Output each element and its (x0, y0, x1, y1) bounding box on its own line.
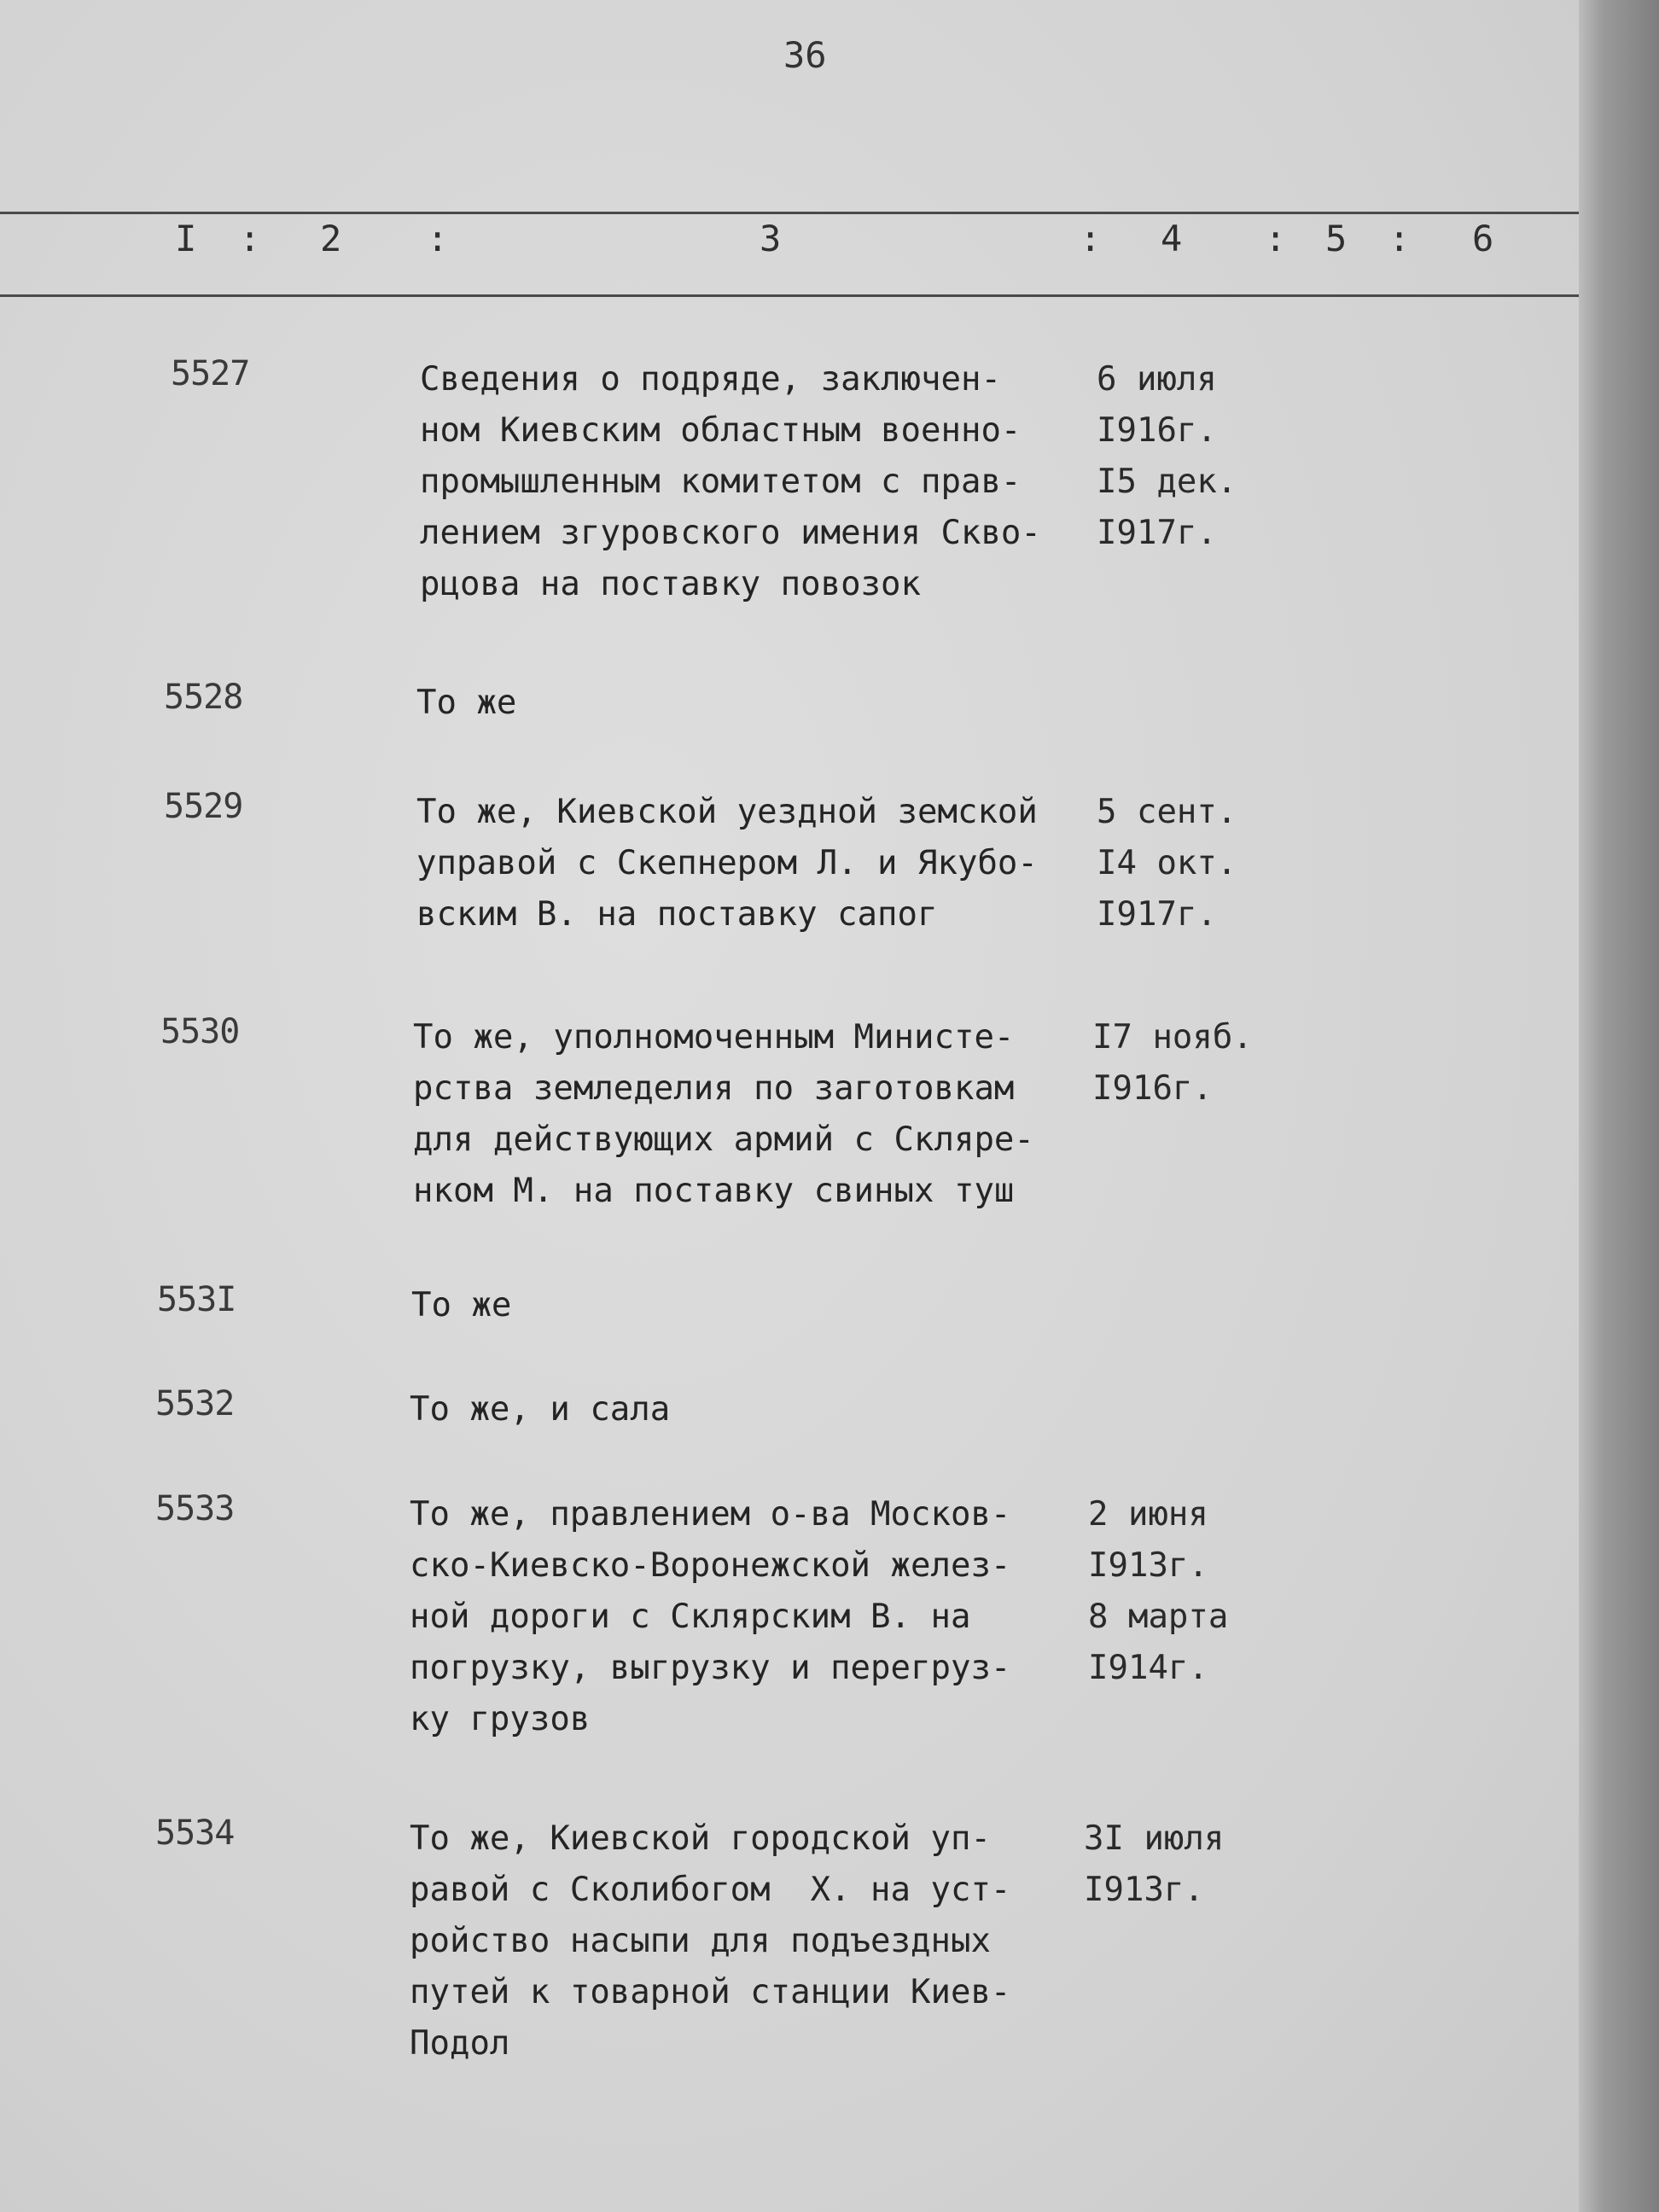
date-line: 6 июля (1097, 360, 1217, 399)
description-line: То же, Киевской уездной земской (416, 793, 1038, 831)
description-line: То же, Киевской городской уп- (410, 1819, 991, 1858)
date-line: I913г. (1088, 1546, 1208, 1585)
description-line: управой с Скепнером Л. и Якубо- (416, 844, 1038, 882)
description-line: Подол (410, 2024, 510, 2063)
description-line: равой с Сколибогом Х. на уст- (410, 1871, 1011, 1909)
entry-description (410, 1489, 1010, 1745)
description-line: ско-Киевско-Воронежской желез- (410, 1546, 1011, 1585)
column-header-5: 5 (1325, 218, 1348, 259)
column-separator: : (1080, 218, 1102, 259)
date-line: I916г. (1097, 411, 1217, 450)
date-line: I917г. (1097, 514, 1217, 552)
description-line: То же, правлением о-ва Москов- (410, 1495, 1011, 1534)
description-line: погрузку, выгрузку и перегруз- (410, 1649, 1011, 1687)
description-line: ку грузов (410, 1700, 591, 1738)
column-header-2: 2 (320, 218, 342, 259)
column-separator: : (1388, 218, 1411, 259)
date-line: I914г. (1088, 1649, 1208, 1687)
date-line: I4 окт. (1097, 844, 1237, 882)
description-line: путей к товарной станции Киев- (410, 1973, 1011, 2011)
entry-description (413, 1012, 1034, 1217)
entry-dates (1084, 1813, 1224, 1916)
description-line: вским В. на поставку сапог (416, 895, 938, 934)
description-line: То же, и сала (410, 1390, 671, 1429)
date-line: 5 сент. (1097, 793, 1237, 831)
date-line: I913г. (1084, 1871, 1204, 1909)
entry-dates (1092, 1012, 1253, 1115)
page-edge-shadow (1579, 0, 1659, 2212)
date-line: 8 марта (1088, 1598, 1229, 1636)
page-number: 36 (783, 34, 827, 76)
description-line: для действующих армий с Скляре- (413, 1121, 1034, 1159)
entry-number: 5533 (155, 1489, 235, 1528)
date-line: 3I июля (1084, 1819, 1225, 1858)
entry-number: 5528 (164, 678, 243, 717)
description-line: промышленным комитетом с прав- (420, 463, 1022, 501)
column-separator: : (427, 218, 449, 259)
entry-number: 5529 (164, 787, 243, 826)
description-line: То же (416, 684, 517, 722)
column-header-6: 6 (1472, 218, 1494, 259)
entry-description (416, 787, 1038, 940)
description-line: ной дороги с Склярским В. на (410, 1598, 971, 1636)
date-line: I917г. (1097, 895, 1217, 934)
description-line: То же (411, 1286, 512, 1324)
date-line: I916г. (1092, 1069, 1213, 1108)
entry-dates (1088, 1489, 1228, 1694)
entry-dates (1097, 354, 1237, 559)
entry-number: 553I (157, 1280, 236, 1319)
description-line: рства земледелия по заготовкам (413, 1069, 1015, 1108)
column-header-1: I (175, 218, 197, 259)
description-line: Сведения о подряде, заключен- (420, 360, 1001, 399)
entry-number: 5532 (155, 1384, 235, 1423)
column-separator: : (239, 218, 261, 259)
entry-description (420, 354, 1041, 610)
entry-number: 5527 (171, 354, 250, 393)
entry-description (410, 1813, 1010, 2069)
entry-number: 5530 (160, 1012, 240, 1051)
entry-description (410, 1384, 670, 1435)
date-line: 2 июня (1088, 1495, 1208, 1534)
date-line: I5 дек. (1097, 463, 1237, 501)
description-line: лением згуровского имения Скво- (420, 514, 1041, 552)
header-top-rule (0, 212, 1579, 214)
description-line: То же, уполномоченным Министе- (413, 1018, 1015, 1057)
description-line: нком М. на поставку свиных туш (413, 1172, 1015, 1210)
description-line: ройство насыпи для подъездных (410, 1922, 991, 1960)
entry-number: 5534 (155, 1813, 235, 1853)
column-header-4: 4 (1161, 218, 1183, 259)
entry-description (416, 678, 516, 729)
header-bottom-rule (0, 294, 1579, 297)
date-line: I7 нояб. (1092, 1018, 1253, 1057)
column-header-3: 3 (760, 218, 782, 259)
entry-dates (1097, 787, 1237, 940)
entry-description (411, 1280, 511, 1331)
description-line: ном Киевским областным военно- (420, 411, 1022, 450)
column-separator: : (1265, 218, 1287, 259)
description-line: рцова на поставку повозок (420, 565, 921, 603)
